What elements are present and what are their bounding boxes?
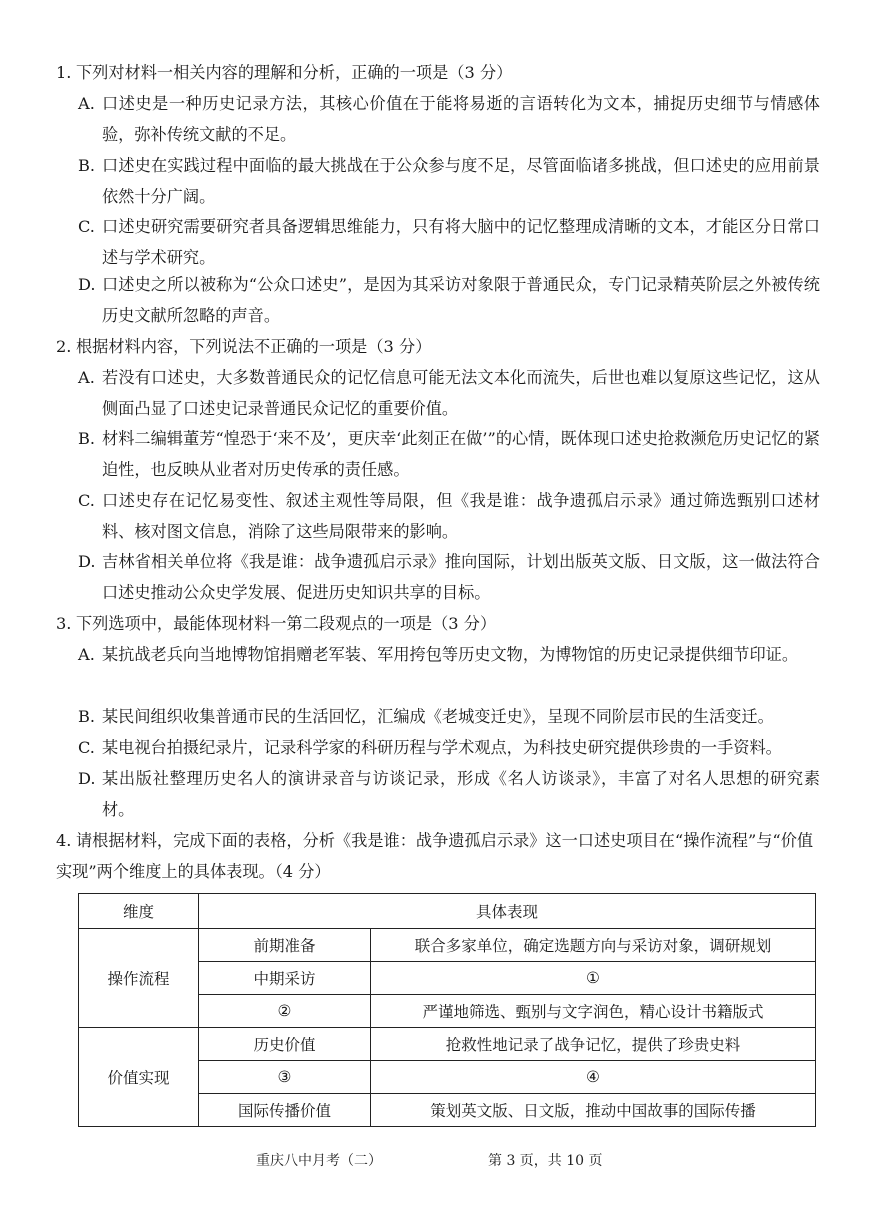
option-text: 若没有口述史，大多数普通民众的记忆信息可能无法文本化而流失，后世也难以复原这些记忆，这从侧面凸显了口述史记录普通民众记忆的重要价值。 bbox=[102, 368, 820, 418]
question-number: 3. bbox=[56, 614, 72, 633]
question-1-option-a bbox=[78, 88, 820, 150]
question-number: 2. bbox=[56, 337, 72, 356]
detail-cell: 严谨地筛选、甄别与文字润色，精心设计书籍版式 bbox=[371, 995, 816, 1028]
question-stem-text: 请根据材料，完成下面的表格，分析《我是谁：战争遗孤启示录》这一口述史项目在“操作流程”与“价值实现”两个维度上的具体表现。（4 分） bbox=[56, 831, 814, 881]
analysis-table bbox=[78, 893, 816, 1127]
table-row bbox=[79, 1028, 816, 1061]
detail-cell: 联合多家单位，确定选题方向与采访对象，调研规划 bbox=[371, 929, 816, 962]
question-2-option-d bbox=[78, 546, 820, 608]
option-text: 口述史存在记忆易变性、叙述主观性等局限，但《我是谁：战争遗孤启示录》通过筛选甄别口述材料、核对图文信息，消除了这些局限带来的影响。 bbox=[102, 491, 820, 541]
question-3-option-a bbox=[78, 639, 820, 670]
question-2-option-b bbox=[78, 423, 820, 485]
option-text: 口述史在实践过程中面临的最大挑战在于公众参与度不足，尽管面临诸多挑战，但口述史的应用前景依然十分广阔。 bbox=[102, 156, 820, 206]
option-label: B. bbox=[78, 156, 96, 175]
question-stem-text: 下列对材料一相关内容的理解和分析，正确的一项是（3 分） bbox=[76, 63, 513, 82]
question-2-option-a bbox=[78, 362, 820, 424]
option-text: 口述史是一种历史记录方法，其核心价值在于能将易逝的言语转化为文本，捕捉历史细节与情感体验，弥补传统文献的不足。 bbox=[102, 94, 820, 144]
option-label: C. bbox=[78, 217, 95, 236]
question-1-option-d bbox=[78, 269, 820, 331]
item-cell: 中期采访 bbox=[199, 962, 371, 995]
detail-cell: 抢救性地记录了战争记忆，提供了珍贵史料 bbox=[371, 1028, 816, 1061]
option-label: B. bbox=[78, 707, 96, 726]
dimension-cell: 价值实现 bbox=[79, 1028, 199, 1127]
option-text: 某民间组织收集普通市民的生活回忆，汇编成《老城变迁史》，呈现不同阶层市民的生活变迁。 bbox=[102, 707, 774, 726]
item-cell: 国际传播价值 bbox=[199, 1094, 371, 1127]
option-text: 材料二编辑董芳“惶恐于‘来不及’，更庆幸‘此刻正在做’”的心情，既体现口述史抢救濒危历史记忆的紧迫性，也反映从业者对历史传承的责任感。 bbox=[102, 429, 820, 479]
item-cell: 前期准备 bbox=[199, 929, 371, 962]
question-2-option-c bbox=[78, 485, 820, 547]
question-number: 4. bbox=[56, 831, 72, 850]
option-label: C. bbox=[78, 491, 95, 510]
table-row bbox=[79, 929, 816, 962]
option-label: A. bbox=[78, 645, 95, 664]
question-stem-text: 下列选项中，最能体现材料一第二段观点的一项是（3 分） bbox=[76, 614, 497, 633]
question-1-stem bbox=[56, 57, 826, 88]
option-text: 口述史研究需要研究者具备逻辑思维能力，只有将大脑中的记忆整理成清晰的文本，才能区分日常口述与学术研究。 bbox=[102, 217, 820, 267]
option-text: 某抗战老兵向当地博物馆捐赠老军装、军用挎包等历史文物，为博物馆的历史记录提供细节印证。 bbox=[102, 645, 799, 664]
question-3-stem bbox=[56, 608, 826, 639]
question-number: 1. bbox=[56, 63, 72, 82]
answer-blank-cell[interactable]: ① bbox=[371, 962, 816, 995]
option-label: C. bbox=[78, 738, 95, 757]
footer-page-number: 第 3 页，共 10 页 bbox=[488, 1153, 603, 1169]
option-label: D. bbox=[78, 275, 96, 294]
answer-blank-cell[interactable]: ④ bbox=[371, 1061, 816, 1094]
question-4-stem bbox=[56, 825, 816, 887]
option-text: 某电视台拍摄纪录片，记录科学家的科研历程与学术观点，为科技史研究提供珍贵的一手资料。 bbox=[102, 738, 782, 757]
question-1-option-b bbox=[78, 150, 820, 212]
option-label: B. bbox=[78, 429, 96, 448]
option-text: 口述史之所以被称为“公众口述史”，是因为其采访对象限于普通民众，专门记录精英阶层之外被传统历史文献所忽略的声音。 bbox=[102, 275, 820, 325]
question-2-stem bbox=[56, 331, 826, 362]
dimension-cell: 操作流程 bbox=[79, 929, 199, 1028]
table-header-row bbox=[79, 894, 816, 929]
question-stem-text: 根据材料内容，下列说法不正确的一项是（3 分） bbox=[76, 337, 432, 356]
table-header-cell: 具体表现 bbox=[199, 894, 816, 929]
question-3-option-d bbox=[78, 763, 820, 825]
option-label: D. bbox=[78, 769, 96, 788]
option-text: 某出版社整理历史名人的演讲录音与访谈记录，形成《名人访谈录》，丰富了对名人思想的研究素材。 bbox=[102, 769, 820, 819]
item-cell: 历史价值 bbox=[199, 1028, 371, 1061]
answer-blank-cell[interactable]: ③ bbox=[199, 1061, 371, 1094]
answer-blank-cell[interactable]: ② bbox=[199, 995, 371, 1028]
question-1-option-c bbox=[78, 211, 820, 273]
option-label: D. bbox=[78, 552, 96, 571]
option-label: A. bbox=[78, 94, 95, 113]
option-label: A. bbox=[78, 368, 95, 387]
question-3-option-c bbox=[78, 732, 820, 763]
question-3-option-b bbox=[78, 701, 820, 732]
table-header-cell: 维度 bbox=[79, 894, 199, 929]
footer-exam-name: 重庆八中月考（二） bbox=[256, 1153, 382, 1169]
detail-cell: 策划英文版、日文版，推动中国故事的国际传播 bbox=[371, 1094, 816, 1127]
option-text: 吉林省相关单位将《我是谁：战争遗孤启示录》推向国际，计划出版英文版、日文版，这一做法符合口述史推动公众史学发展、促进历史知识共享的目标。 bbox=[102, 552, 820, 602]
